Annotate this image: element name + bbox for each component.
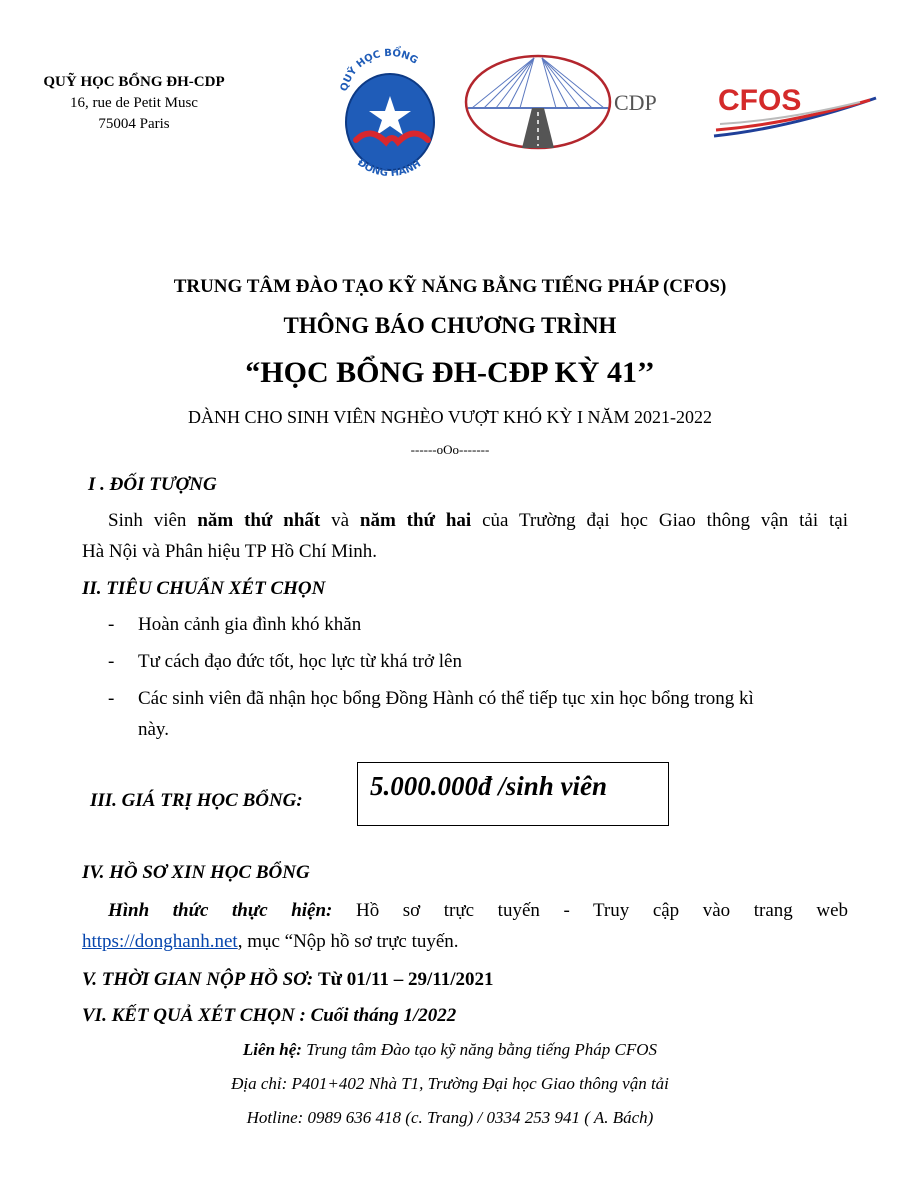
bullet-dash: - (108, 688, 115, 709)
org-address-block (30, 72, 238, 135)
section-heading-doi-tuong: I . ĐỐI TƯỢNG (88, 474, 217, 495)
section-heading-ket-qua: VI. KẾT QUẢ XÉT CHỌN : (82, 1005, 306, 1026)
center-name-title: TRUNG TÂM ĐÀO TẠO KỸ NĂNG BẰNG TIẾNG PHÁP (CFOS) (173, 276, 727, 297)
program-title: “HỌC BỔNG ĐH-CĐP KỲ 41’’ (245, 356, 655, 389)
org-name: QUỸ HỌC BỔNG ĐH-CDP (43, 74, 225, 90)
ho-so-method-label: Hình thức thực hiện: (108, 900, 333, 921)
org-address-city: 75004 Paris (98, 116, 170, 132)
criteria-item (108, 646, 462, 677)
criteria-item (108, 683, 754, 714)
section-doi-tuong-line1 (82, 505, 848, 536)
doi-tuong-text: và (320, 510, 360, 531)
criteria-item-continuation: này. (138, 719, 169, 740)
section-heading-thoi-gian: V. THỜI GIAN NỘP HỒ SƠ: (82, 969, 314, 990)
announcement-title: THÔNG BÁO CHƯƠNG TRÌNH (283, 313, 617, 338)
section-heading-tieu-chuan: II. TIÊU CHUẨN XÉT CHỌN (82, 578, 326, 599)
ho-so-line2 (82, 926, 459, 957)
doi-tuong-text: Sinh viên (108, 510, 198, 531)
title-divider: ------oOo------- (410, 442, 490, 457)
section-heading-ho-so: IV. HỒ SƠ XIN HỌC BỔNG (82, 862, 310, 883)
cfos-logo (710, 78, 880, 148)
dong-hanh-logo (338, 38, 442, 190)
org-address-street: 16, rue de Petit Musc (70, 95, 198, 111)
bullet-dash: - (108, 651, 115, 672)
criteria-item (108, 609, 361, 640)
result-date: Cuối tháng 1/2022 (310, 1005, 457, 1026)
ho-so-line1 (82, 895, 848, 926)
contact-center (0, 1040, 900, 1060)
section-heading-gia-tri: III. GIÁ TRỊ HỌC BỔNG: (90, 790, 303, 811)
contact-address: Địa chỉ: P401+402 Nhà T1, Trường Đại học Giao thông vận tải (231, 1074, 669, 1093)
dong-hanh-bottom-text: ĐỒNG HÀNH (355, 157, 424, 180)
submission-period: Từ 01/11 – 29/11/2021 (317, 969, 494, 990)
contact-hotline: Hotline: 0989 636 418 (c. Trang) / 0334 253 941 ( A. Bách) (246, 1108, 654, 1127)
section-doi-tuong-line2: Hà Nội và Phân hiệu TP Hồ Chí Minh. (82, 541, 378, 562)
cfos-logo-text: CFOS (718, 84, 802, 117)
criteria-text: Hoàn cảnh gia đình khó khăn (138, 614, 362, 635)
dong-hanh-top-text: QUỸ HỌC BỔNG (338, 47, 420, 93)
bullet-dash: - (108, 614, 115, 635)
doi-tuong-text: của Trường đại học Giao thông vận tải tại (471, 510, 848, 531)
ho-so-method-text: Hồ sơ trực tuyến - Truy cập vào trang web (355, 900, 849, 921)
criteria-text: Các sinh viên đã nhận học bổng Đồng Hành có thể tiếp tục xin học bổng trong kì (138, 688, 754, 709)
program-subtitle: DÀNH CHO SINH VIÊN NGHÈO VƯỢT KHÓ KỲ I NĂM 2021-2022 (188, 407, 712, 427)
scholarship-value-box (357, 762, 669, 826)
donghanh-link[interactable]: https://donghanh.net (82, 931, 238, 952)
scholarship-value: 5.000.000đ /sinh viên (370, 771, 608, 801)
contact-label: Liên hệ: (242, 1040, 302, 1059)
criteria-text: Tư cách đạo đức tốt, học lực từ khá trở lên (138, 651, 462, 672)
cdp-logo-text: CDP (614, 90, 657, 115)
section-ket-qua (82, 1000, 456, 1031)
doi-tuong-year2: năm thứ hai (359, 510, 472, 531)
contact-center-name: Trung tâm Đào tạo kỹ năng bằng tiếng Pháp CFOS (306, 1040, 658, 1059)
doi-tuong-year1: năm thứ nhất (197, 510, 321, 531)
ho-so-link-suffix: , mục “Nộp hồ sơ trực tuyến. (237, 931, 459, 952)
section-thoi-gian (82, 964, 494, 995)
cdp-logo (462, 52, 682, 154)
